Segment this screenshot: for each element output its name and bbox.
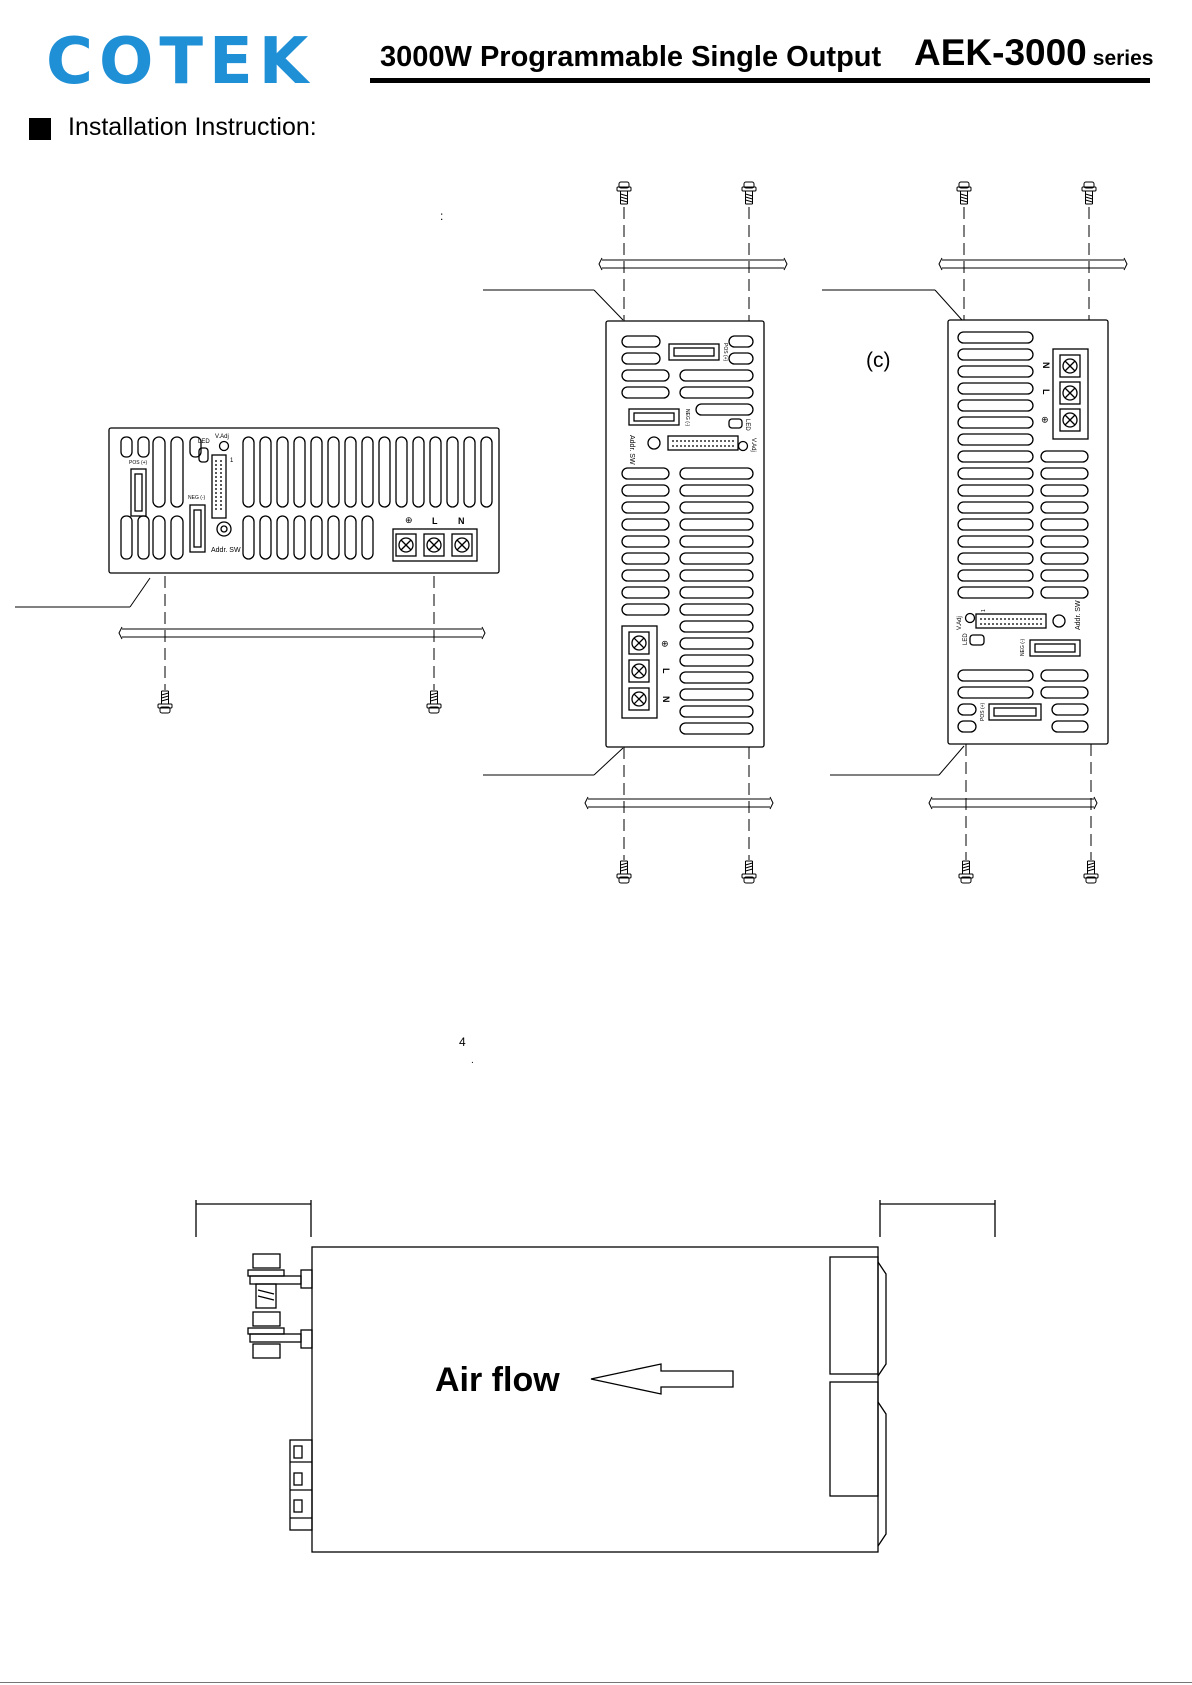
line-label-c: L	[1041, 389, 1051, 395]
ground-label-c: ⊕	[1040, 416, 1050, 424]
neg-output-terminal-b	[629, 409, 679, 425]
neutral-label-c: N	[1041, 362, 1051, 369]
mounting-screws-c	[822, 182, 1127, 883]
side-view	[196, 1200, 995, 1552]
stray-four: 4	[459, 1035, 466, 1049]
front-panel-vertical-c	[948, 320, 1108, 744]
address-switch-icon-b	[648, 437, 660, 449]
vent-slots-top	[243, 437, 492, 507]
led-label: LED	[198, 439, 210, 445]
vadj-label-b: V.Adj	[750, 438, 756, 452]
pos-label-b: POS (+)	[722, 343, 728, 362]
line-label: L	[432, 516, 438, 526]
led-label-b: LED	[744, 419, 750, 431]
addr-sw-label-b: Addr. SW	[628, 435, 635, 465]
chassis-body	[312, 1247, 878, 1552]
led-label-c: LED	[963, 633, 969, 645]
pos-output-terminal-b	[669, 344, 719, 360]
vadj-label-c: V.Adj	[957, 616, 963, 630]
mounting-screws-a	[15, 576, 485, 713]
stray-dot: .	[471, 1055, 474, 1066]
line-label-b: L	[661, 668, 671, 674]
pos-label: POS (+)	[129, 460, 148, 466]
address-switch-icon	[217, 522, 231, 536]
ground-label: ⊕	[405, 515, 413, 525]
stray-colon: :	[440, 209, 444, 223]
model-number: AEK-3000	[914, 32, 1087, 73]
vent-slots-c-right	[1041, 451, 1088, 732]
product-title: 3000W Programmable Single Output	[380, 41, 882, 73]
clearance-bracket-right	[880, 1200, 995, 1237]
pin-one-label: 1	[230, 458, 234, 464]
neg-label-b: NEG (-)	[684, 409, 690, 427]
neg-output-terminal	[190, 505, 205, 552]
front-panel-horizontal	[109, 428, 499, 573]
pin-one-label-c: 1	[981, 609, 987, 612]
led-indicator-c	[970, 635, 984, 645]
neg-label: NEG (-)	[188, 495, 206, 501]
neutral-label: N	[458, 516, 465, 526]
vent-slots-b-left	[622, 336, 669, 615]
cotek-logo: COTEK	[46, 25, 315, 99]
front-panel-vertical-b	[606, 321, 764, 747]
neg-label-c: NEG (-)	[1020, 638, 1026, 656]
pos-output-terminal-c	[989, 704, 1041, 720]
ac-input-terminals-side	[290, 1440, 312, 1530]
signal-connector-b	[668, 436, 738, 450]
addr-sw-label: Addr. SW	[211, 547, 241, 554]
pos-label-c: POS (+)	[980, 702, 986, 721]
address-switch-icon-c	[1053, 615, 1065, 627]
led-indicator-b	[729, 419, 742, 428]
neg-output-terminal-c	[1030, 640, 1080, 656]
neutral-label-b: N	[661, 696, 671, 703]
airflow-label: Air flow	[435, 1361, 560, 1399]
output-bus-bars	[248, 1254, 312, 1358]
vadj-label: V.Adj	[215, 434, 229, 440]
signal-connector	[212, 455, 226, 518]
section-title: Installation Instruction:	[68, 113, 317, 141]
clearance-bracket-left	[196, 1200, 311, 1237]
signal-connector-c	[976, 614, 1046, 628]
vadj-potentiometer-icon-c	[966, 614, 975, 623]
vent-slots-b-right	[680, 336, 753, 734]
vent-slots-c-left	[958, 332, 1033, 732]
model-suffix: series	[1092, 47, 1154, 70]
vadj-potentiometer-icon	[220, 442, 229, 451]
airflow-arrow-icon	[591, 1364, 733, 1394]
footer-rule	[0, 1682, 1192, 1683]
vadj-potentiometer-icon-b	[739, 442, 748, 451]
mounting-screws-b	[483, 182, 787, 883]
ground-label-b: ⊕	[660, 640, 670, 648]
diagram-c-tag: (c)	[866, 349, 891, 372]
vent-slots-bottom	[243, 516, 373, 559]
pos-output-terminal	[131, 469, 146, 516]
addr-sw-label-c: Addr. SW	[1075, 600, 1082, 630]
